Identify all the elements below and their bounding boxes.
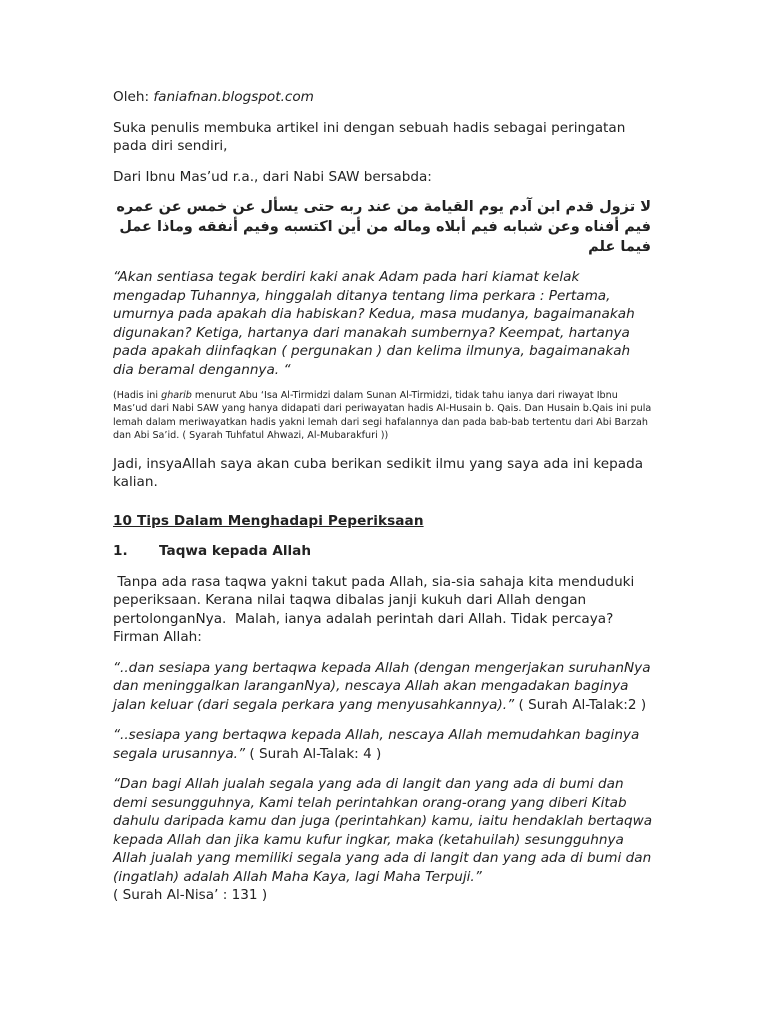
quote-3 [113,775,653,905]
tip-1-heading [113,542,653,561]
author-label: Oleh: [113,89,154,105]
closing-intro: Jadi, insyaAllah saya akan cuba berikan sedikit ilmu yang saya ada ini kepada kalian. [113,455,644,491]
quote-2 [113,726,653,763]
quote-1 [113,659,653,715]
narration-line: Dari Ibnu Mas’ud r.a., dari Nabi SAW bersabda: [113,168,432,185]
section-title: 10 Tips Dalam Menghadapi Peperiksaan [113,512,424,529]
hadith-note-before: (Hadis ini [113,390,162,401]
author-line [113,88,653,107]
quote-3-text: “Dan bagi Allah jualah segala yang ada di langit dan yang ada di bumi dan demi sesungguhnya, Kami telah perintahkan orang-orang yang diberi Kitab dahulu daripada kamu dan juga (perintahkan) kamu, iaitu hendaklah bertaqwa kepada Allah dan jika kamu kufur ingkar, maka (ketahuilah) sesungguhnya Allah jualah yang memiliki segala yang ada di langit dan yang ada di bumi dan (ingatlah) adalah Allah Maha Kaya, lagi Maha Terpuji.” [113,776,653,885]
hadith-note-gharib: gharib [161,390,192,401]
tip-1-title: Taqwa kepada Allah [159,543,312,560]
quote-1-text: “..dan sesiapa yang bertaqwa kepada Allah (dengan mengerjakan suruhanNya dan meninggalkan laranganNya), nescaya Allah akan mengadakan baginya jalan keluar (dari segala perkara yang menyusahkannya).” [113,659,651,713]
intro-paragraph: Suka penulis membuka artikel ini dengan sebuah hadis sebagai peringatan pada diri sendiri, [113,119,626,154]
quote-2-ref: ( Surah Al-Talak: 4 ) [245,745,382,762]
tip-1-number: 1. [113,543,128,560]
author-source: faniafnan.blogspot.com [153,89,314,105]
quote-3-ref: ( Surah Al-Nisa’ : 131 ) [113,887,268,904]
hadith-note-after: menurut Abu ‘Isa Al-Tirmidzi dalam Sunan Al-Tirmidzi, tidak tahu ianya dari riwayat Ibnu Mas’ud dari Nabi SAW yang hanya didapati dari periwayatan hadis Al-Husain b. Qais. Dan Husain b.Qais ini pula lemah dalam meriwayatkan hadis yakni lemah dari segi hafalannya dan pada bab-bab tertentu dari Abi Barzah dan Abi Sa’id. ( Syarah Tuhfatul Ahwazi, Al-Mubarakfuri )) [113,390,652,442]
quote-1-ref: ( Surah Al-Talak:2 ) [514,696,647,713]
document-page [113,88,653,905]
hadith-note [113,389,653,443]
arabic-hadith: لا تزول قدم ابن آدم يوم القيامة من عند ربه حتى يسأل عن خمس عن عمره فيم أفناه وعن شبابه فيم أبلاه وماله من أين اكتسبه وفيم أنفقه وماذا عمل فيما علم [116,199,651,255]
tip-1-body: Tanpa ada rasa taqwa yakni takut pada Allah, sia-sia sahaja kita menduduki peperiksaan. Kerana nilai taqwa dibalas janji kukuh dari Allah dengan pertolonganNya. Malah, ianya adalah perintah dari Allah. Tidak percaya? Firman Allah: [113,573,639,646]
hadith-translation: “Akan sentiasa tegak berdiri kaki anak Adam pada hari kiamat kelak mengadap Tuhannya, hinggalah ditanya tentang lima perkara : Pertama, umurnya pada apakah dia habiskan? Kedua, masa mudanya, bagaimanakah digunakan? Ketiga, hartanya dari manakah sumbernya? Keempat, hartanya pada apakah diinfaqkan ( pergunakan ) dan kelima ilmunya, bagaimanakah dia beramal dengannya. “ [113,269,635,378]
quote-2-text: “..sesiapa yang bertaqwa kepada Allah, nescaya Allah memudahkan baginya segala urusannya.” [113,727,640,762]
